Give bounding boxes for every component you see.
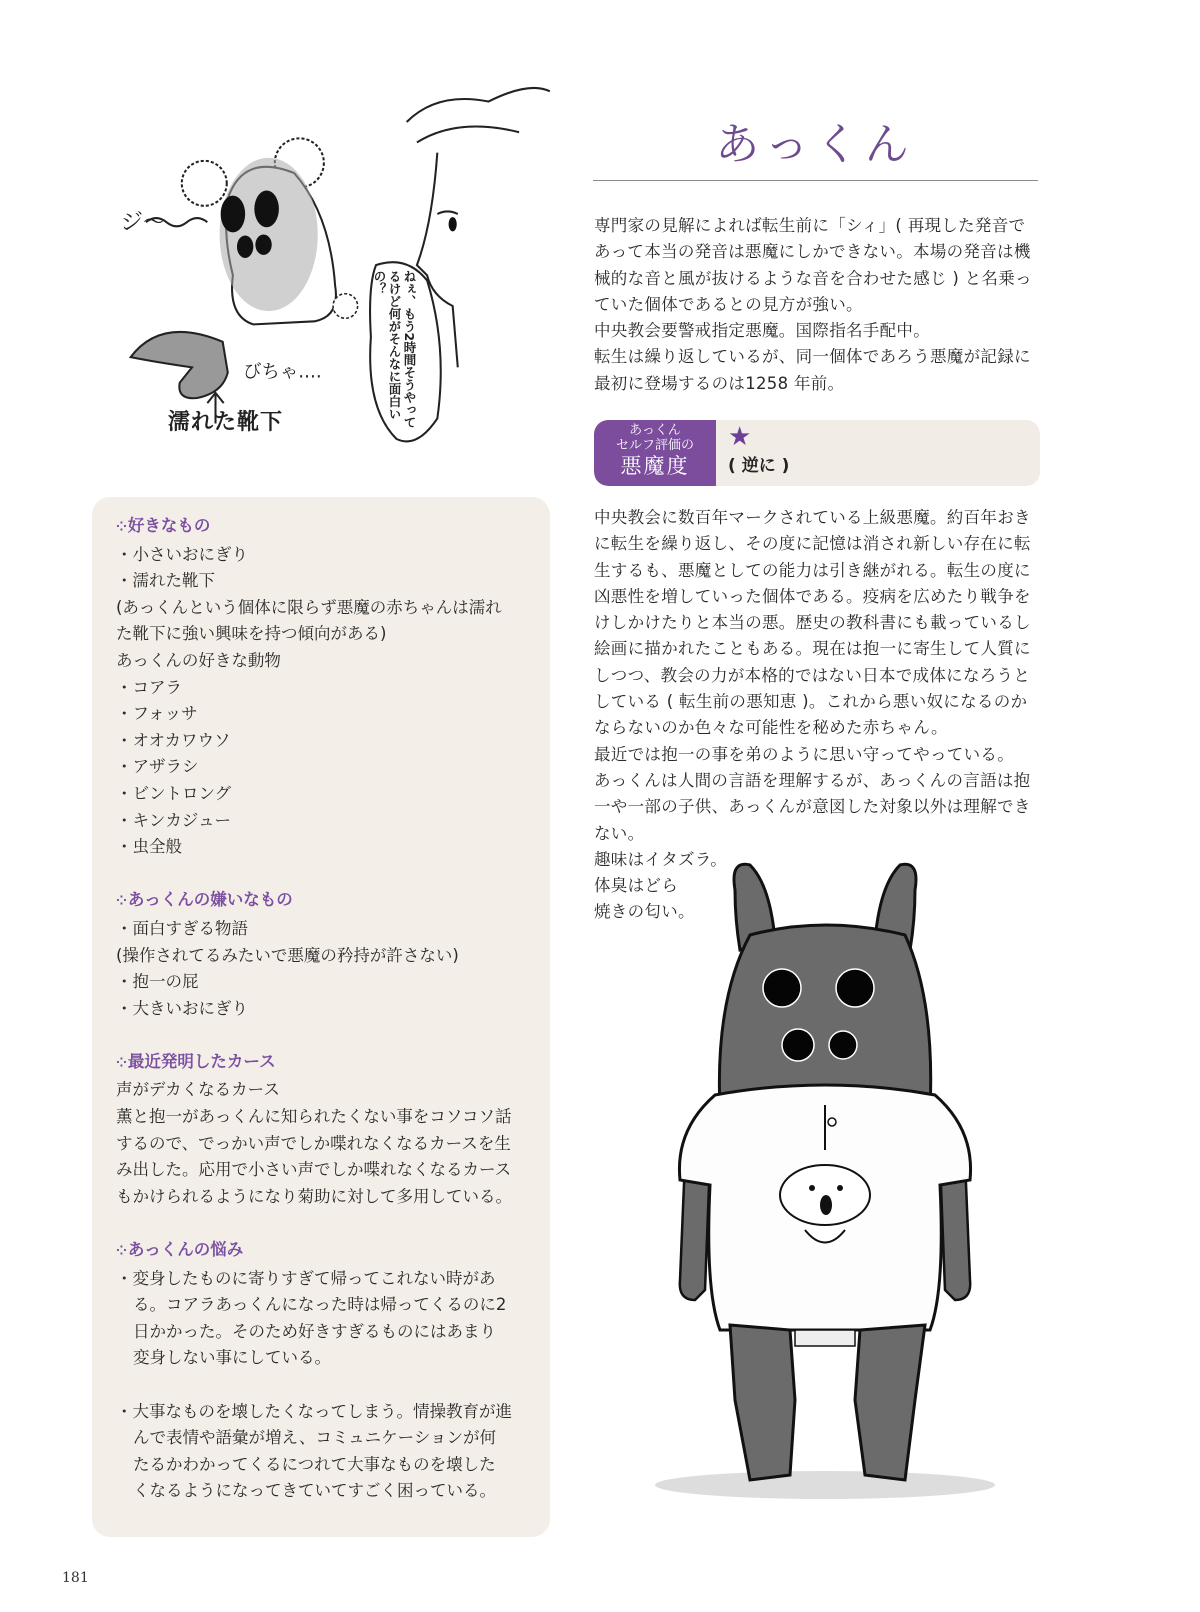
rating-label-main: 悪魔度	[620, 454, 690, 478]
rating-label-line: セルフ評価の	[615, 438, 694, 453]
sfx-wet: びちゃ....	[243, 361, 322, 383]
desc-line: 体臭はどら	[594, 876, 678, 896]
akkun-character-illustration	[640, 860, 1010, 1500]
desc-line: ない。	[594, 823, 645, 843]
like-note: た靴下に強い興味を持つ傾向がある)	[116, 624, 387, 644]
intro-line: 中央教会要警戒指定悪魔。国際指名手配中。	[594, 321, 930, 341]
desc-line: 生するも、悪魔としての能力は引き継がれる。転生の度に	[594, 560, 1031, 580]
speech-bubble: ねぇ、もう2時間そうやってるけど何がそんなに面白いの？	[372, 270, 417, 429]
page-number: 181	[62, 1570, 89, 1586]
desc-line: しつつ、教会の力が本格的ではない日本で成体になろうと	[594, 665, 1031, 685]
ornament-icon: ⁘	[116, 894, 127, 910]
section-heading-worries	[116, 1237, 536, 1266]
intro-line: 最初に登場するのは1258 年前。	[594, 373, 845, 393]
like-item: ・小さいおにぎり	[116, 544, 248, 564]
worry-line: んで表情や語彙が増え、コミュニケーションが何	[133, 1428, 496, 1448]
animal-item: ・コアラ	[116, 677, 182, 697]
comic-drawing-icon	[100, 60, 560, 460]
intro-line: ていた個体であるとの見方が強い。	[594, 294, 863, 314]
devil-baby-icon	[640, 860, 1010, 1500]
spacer	[116, 1210, 536, 1237]
star-icon: ★	[728, 422, 752, 452]
worry-line: ・変身したものに寄りすぎて帰ってこれない時があ	[116, 1268, 496, 1288]
koala-sock-illustration	[100, 60, 560, 460]
spacer	[116, 1372, 536, 1399]
desc-line: ならないのか色々な可能性を秘めた赤ちゃん。	[594, 718, 948, 738]
section-heading-dislikes	[116, 887, 536, 916]
like-item: ・濡れた靴下	[116, 571, 215, 591]
rating-value	[716, 420, 789, 486]
desc-line: 最近では抱一の事を弟のように思い守ってやっている。	[594, 744, 1014, 764]
spacer	[116, 861, 536, 888]
rating-label	[594, 420, 716, 486]
dislike-note: (操作されてるみたいで悪魔の矜持が許さない)	[116, 945, 459, 965]
worry-line: たるかわかってくるにつれて大事なものを壊した	[133, 1454, 496, 1474]
rating-label-line: あっくん	[629, 423, 681, 438]
desc-line: けしかけたりと本当の悪。歴史の教科書にも載っているし	[594, 613, 1031, 633]
animal-item: ・ビントロング	[116, 783, 232, 803]
animal-item: ・キンカジュー	[116, 810, 232, 830]
desc-line: に転生を繰り返し、その度に記憶は消され新しい存在に転	[594, 534, 1031, 554]
worry-line: る。コアラあっくんになった時は帰ってくるのに2	[133, 1295, 507, 1315]
heading-text: あっくんの悩み	[127, 1240, 244, 1260]
curse-line: するので、でっかい声でしか喋れなくなるカースを生	[116, 1133, 511, 1153]
sfx-stare: ジ〜	[120, 209, 166, 236]
desc-line: 絵画に描かれたこともある。現在は抱一に寄生して人質に	[594, 639, 1031, 659]
desc-line: 凶悪性を増していった個体である。疫病を広めたり戦争を	[594, 586, 1031, 606]
worry-line: 日かかった。そのため好きすぎるものにはあまり	[133, 1321, 496, 1341]
devil-rating-badge	[594, 420, 1040, 486]
dislike-item: ・抱一の屁	[116, 972, 199, 992]
intro-paragraph	[594, 213, 1039, 397]
curse-line: 薫と抱一があっくんに知られたくない事をコソコソ話	[116, 1107, 512, 1127]
intro-line: 専門家の見解によれば転生前に「シィ」( 再現した発音で	[594, 216, 1026, 235]
intro-line: 械的な音と風が抜けるような音を合わせた感じ ) と名乗っ	[594, 268, 1032, 288]
desc-line: している ( 転生前の悪知恵 )。これから悪い奴になるのか	[594, 692, 1028, 712]
title-divider	[593, 180, 1038, 181]
desc-line: あっくんは人間の言語を理解するが、あっくんの言語は抱	[594, 770, 1031, 790]
worry-line: 変身しない事にしている。	[133, 1348, 331, 1368]
character-name-title: あっくん	[715, 119, 915, 170]
spacer	[116, 1022, 536, 1049]
heading-text: 最近発明したカース	[127, 1051, 276, 1071]
worry-line: ・大事なものを壊したくなってしまう。情操教育が進	[116, 1401, 512, 1421]
like-note: (あっくんという個体に限らず悪魔の赤ちゃんは濡れ	[116, 597, 502, 617]
curse-line: み出した。応用で小さい声でしか喋れなくなるカース	[116, 1160, 512, 1180]
curse-line: 声がデカくなるカース	[116, 1080, 280, 1100]
desc-line: 一や一部の子供、あっくんが意図した対象以外は理解でき	[594, 797, 1031, 817]
curse-line: もかけられるようになり菊助に対して多用している。	[116, 1186, 512, 1206]
ornament-icon: ⁘	[116, 1055, 127, 1071]
heading-text: あっくんの嫌いなもの	[127, 890, 293, 910]
intro-line: あって本当の発音は悪魔にしかできない。本場の発音は機	[594, 242, 1031, 262]
animal-item: ・オオカワウソ	[116, 730, 231, 750]
desc-line: 趣味はイタズラ。	[594, 849, 728, 869]
section-heading-likes	[116, 513, 536, 542]
dislike-item: ・面白すぎる物語	[116, 918, 248, 938]
animal-item: ・アザラシ	[116, 757, 199, 777]
intro-line: 転生は繰り返しているが、同一個体であろう悪魔が記録に	[594, 347, 1031, 367]
animal-item: ・フォッサ	[116, 704, 198, 724]
animals-subheading: あっくんの好きな動物	[116, 650, 281, 670]
worry-line: くなるようになってきていてすごく困っている。	[133, 1481, 496, 1501]
heading-text: 好きなもの	[127, 516, 211, 535]
ornament-icon: ⁘	[116, 1244, 127, 1260]
section-heading-curse	[116, 1049, 536, 1078]
desc-line: 焼きの匂い。	[594, 902, 695, 922]
animal-item: ・虫全般	[116, 837, 182, 857]
dislike-item: ・大きいおにぎり	[116, 998, 248, 1018]
rating-note: ( 逆に )	[728, 456, 790, 476]
ornament-icon: ⁘	[116, 520, 127, 535]
desc-line: 中央教会に数百年マークされている上級悪魔。約百年おき	[594, 508, 1031, 527]
info-panel-content	[116, 513, 536, 1505]
illustration-caption: 濡れた靴下	[168, 410, 284, 435]
